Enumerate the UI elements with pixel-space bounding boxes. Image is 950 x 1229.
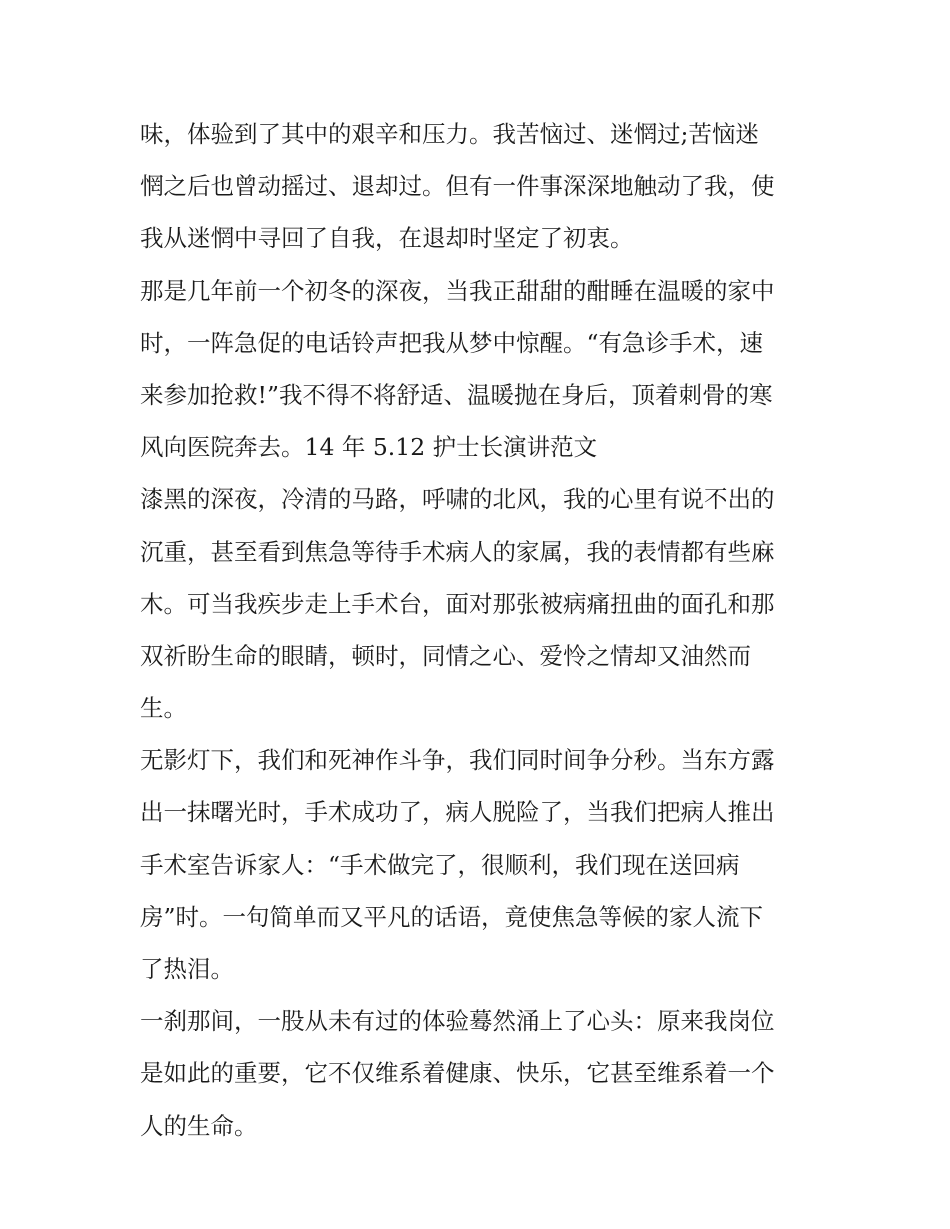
text-line: 时，一阵急促的电话铃声把我从梦中惊醒。“有急诊手术，速: [140, 328, 764, 357]
text-line: 沉重，甚至看到焦急等待手术病人的家属，我的表情都有些麻: [140, 537, 775, 566]
text-line: 是如此的重要，它不仅维系着健康、快乐，它甚至维系着一个: [140, 1059, 775, 1088]
text-line: 风向医院奔去。14 年 5.12 护士长演讲范文: [140, 433, 598, 462]
text-line: 一刹那间，一股从未有过的体验蓦然涌上了心头：原来我岗位: [140, 1007, 775, 1036]
paragraph: [140, 265, 820, 474]
text-line: 木。可当我疾步走上手术台，面对那张被病痛扭曲的面孔和那: [140, 589, 775, 618]
document-body: [140, 108, 820, 1152]
text-line: 那是几年前一个初冬的深夜，当我正甜甜的酣睡在温暖的家中: [140, 276, 775, 305]
text-line: 生。: [140, 694, 187, 723]
text-line: 我从迷惘中寻回了自我，在退却时坚定了初衷。: [140, 224, 634, 253]
paragraph: [140, 108, 820, 265]
text-line: 来参加抢救!”我不得不将舒适、温暖抛在身后，顶着刺骨的寒: [140, 380, 773, 409]
text-line: 了热泪。: [140, 955, 234, 983]
paragraph: [140, 473, 820, 734]
text-line: 出一抹曙光时，手术成功了，病人脱险了，当我们把病人推出: [140, 798, 775, 827]
text-line: 惘之后也曾动摇过、退却过。但有一件事深深地触动了我，使: [140, 172, 775, 201]
text-line: 无影灯下，我们和死神作斗争，我们同时间争分秒。当东方露: [140, 746, 775, 775]
text-line: 双祈盼生命的眼睛，顿时，同情之心、爱怜之情却又油然而: [140, 641, 751, 670]
paragraph: [140, 734, 820, 995]
text-line: 味，体验到了其中的艰辛和压力。我苦恼过、迷惘过;苦恼迷: [140, 120, 759, 148]
paragraph: [140, 995, 820, 1152]
text-line: 人的生命。: [140, 1111, 258, 1140]
text-line: 房”时。一句简单而又平凡的话语，竟使焦急等候的家人流下: [140, 902, 764, 931]
text-line: 手术室告诉家人：“手术做完了，很顺利，我们现在送回病: [140, 850, 740, 879]
text-line: 漆黑的深夜，冷清的马路，呼啸的北风，我的心里有说不出的: [140, 485, 775, 514]
